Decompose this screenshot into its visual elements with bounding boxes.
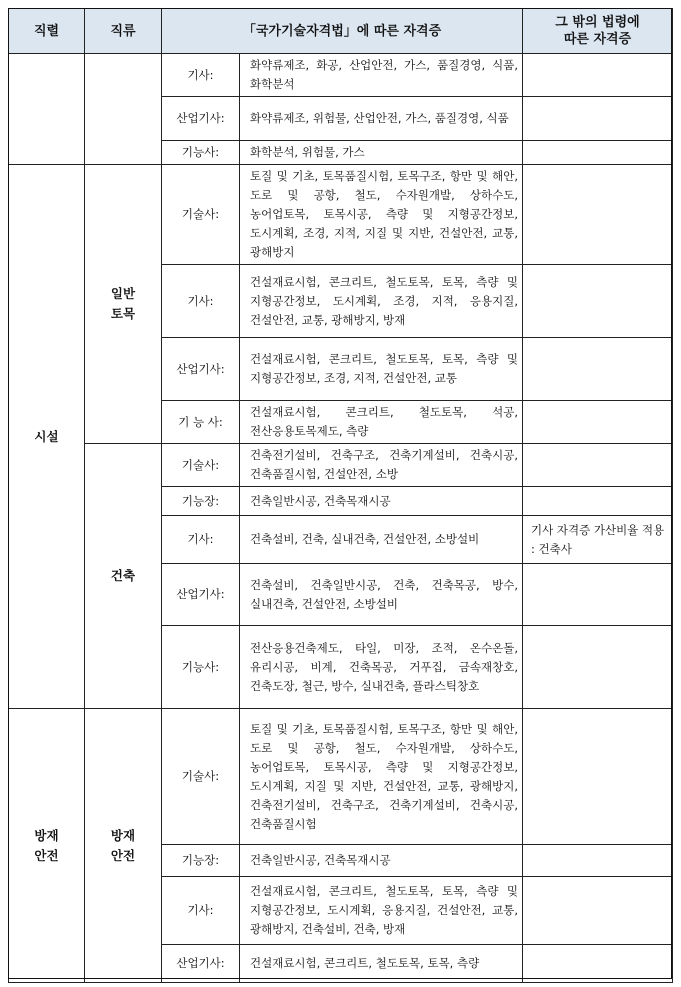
quals-cell: 건축설비, 건축일반시공, 건축, 건축목공, 방수, 실내건축, 건설안전, 소방설비 — [240, 564, 523, 626]
category-cell-blank — [85, 54, 162, 165]
series-cell-blank — [9, 54, 85, 165]
quals-cell: 건설재료시험, 콘크리트, 철도토목, 토목, 측량 및 지형공간정보, 도시계획, 조경, 지적, 응용지질, 건설안전, 교통, 광해방지, 방재 — [240, 265, 523, 338]
quals-cell: 건설재료시험, 콘크리트, 철도토목, 토목, 측량 및 지형공간정보, 도시계획, 응용지질, 건설안전, 교통, 광해방지, 건축설비, 건축, 방재 — [240, 877, 523, 945]
category-general-civil-line1: 일반 — [110, 286, 136, 301]
header-other-line1: 그 밖의 법령에 — [555, 15, 640, 30]
header-row — [9, 9, 673, 54]
category-disaster-safety — [85, 709, 162, 983]
qualification-table — [8, 8, 673, 983]
note-cell — [523, 564, 673, 626]
quals-cell: 건축일반시공, 건축목재시공 — [240, 845, 523, 877]
level-cell: 기사: — [162, 265, 240, 338]
header-other-qualification — [523, 9, 673, 54]
note-cell — [523, 626, 673, 709]
quals-cell: 화학분석, 위험물, 가스 — [240, 141, 523, 165]
note-cell — [523, 444, 673, 487]
quals-cell: 화약류제조, 화공, 산업안전, 가스, 품질경영, 식품, 화학분석 — [240, 54, 523, 97]
level-cell: 산업기사: — [162, 338, 240, 401]
quals-cell: 건설재료시험, 콘크리트, 철도토목, 토목, 측량 및 지형공간정보, 조경, 지적, 건설안전, 교통 — [240, 338, 523, 401]
note-cell — [523, 877, 673, 945]
level-cell: 산업기사: — [162, 97, 240, 141]
series-sisul: 시설 — [9, 165, 85, 709]
note-cell — [523, 165, 673, 265]
level-cell: 기사: — [162, 516, 240, 564]
quals-cell: 건설재료시험, 콘크리트, 철도토목, 석공, 전산응용토목제도, 측량 — [240, 401, 523, 444]
level-cell: 기술사: — [162, 165, 240, 265]
quals-cell: 전산응용건축제도, 타일, 미장, 조적, 온수온돌, 유리시공, 비계, 건축목공, 거푸집, 금속재창호, 건축도장, 철근, 방수, 실내건축, 플라스틱창호 — [240, 626, 523, 709]
note-cell — [523, 487, 673, 516]
note-cell — [523, 265, 673, 338]
level-cell: 기술사: — [162, 444, 240, 487]
level-cell: 기능사: — [162, 141, 240, 165]
series-disaster-line1: 방재 — [34, 827, 59, 843]
level-cell: 기사: — [162, 54, 240, 97]
note-cell — [523, 709, 673, 845]
quals-cell: 건축전기설비, 건축구조, 건축기계설비, 건축시공, 건축품질시험, 건설안전, 소방 — [240, 444, 523, 487]
quals-cell: 건축설비, 건축, 실내건축, 건설안전, 소방설비 — [240, 516, 523, 564]
series-disaster-line2: 안전 — [34, 847, 59, 863]
level-cell: 기능장: — [162, 845, 240, 877]
series-disaster-safety — [9, 709, 85, 983]
note-cell — [523, 141, 673, 165]
note-cell — [523, 54, 673, 97]
note-cell — [523, 97, 673, 141]
header-series: 직렬 — [9, 9, 85, 54]
note-cell — [523, 945, 673, 983]
level-cell: 기사: — [162, 877, 240, 945]
level-cell: 기 능 사: — [162, 401, 240, 444]
quals-cell: 건설재료시험, 콘크리트, 철도토목, 토목, 측량 — [240, 945, 523, 983]
quals-cell: 토질 및 기초, 토목품질시험, 토목구조, 항만 및 해안, 도로 및 공항, 철도, 수자원개발, 상하수도, 농어업토목, 토목시공, 측량 및 지형공간정보, 도시계획, 조경, 지적, 지질 및 지반, 건설안전, 교통, 광해방지 — [240, 165, 523, 265]
category-general-civil — [85, 165, 162, 444]
header-category: 직류 — [85, 9, 162, 54]
header-other-line2: 따른 자격증 — [563, 32, 632, 47]
level-cell: 산업기사: — [162, 945, 240, 983]
quals-cell: 토질 및 기초, 토목품질시험, 토목구조, 항만 및 해안, 도로 및 공항, 철도, 수자원개발, 상하수도, 농어업토목, 토목시공, 측량 및 지형공간정보, 도시계획, 지질 및 지반, 건설안전, 교통, 광해방지, 건축전기설비, 건축구조, 건축기계설비, 건축시공, 건축품질시험 — [240, 709, 523, 845]
table-row — [9, 54, 673, 97]
table-row — [9, 165, 673, 265]
category-architecture: 건축 — [85, 444, 162, 709]
quals-cell: 화약류제조, 위험물, 산업안전, 가스, 품질경영, 식품 — [240, 97, 523, 141]
category-disaster-line1: 방재 — [110, 827, 136, 843]
category-disaster-line2: 안전 — [110, 847, 136, 863]
header-national-qualification: 「국가기술자격법」에 따른 자격증 — [162, 9, 523, 54]
table-row — [9, 444, 673, 487]
level-cell: 기능사: — [162, 626, 240, 709]
quals-cell: 건축일반시공, 건축목재시공 — [240, 487, 523, 516]
level-cell: 기술사: — [162, 709, 240, 845]
category-general-civil-line2: 토목 — [110, 306, 136, 321]
level-cell: 산업기사: — [162, 564, 240, 626]
note-cell — [523, 338, 673, 401]
note-cell — [523, 845, 673, 877]
level-cell: 기능장: — [162, 487, 240, 516]
note-cell: 기사 자격증 가산비율 적용 : 건축사 — [523, 516, 673, 564]
note-cell — [523, 401, 673, 444]
table-row — [9, 709, 673, 845]
